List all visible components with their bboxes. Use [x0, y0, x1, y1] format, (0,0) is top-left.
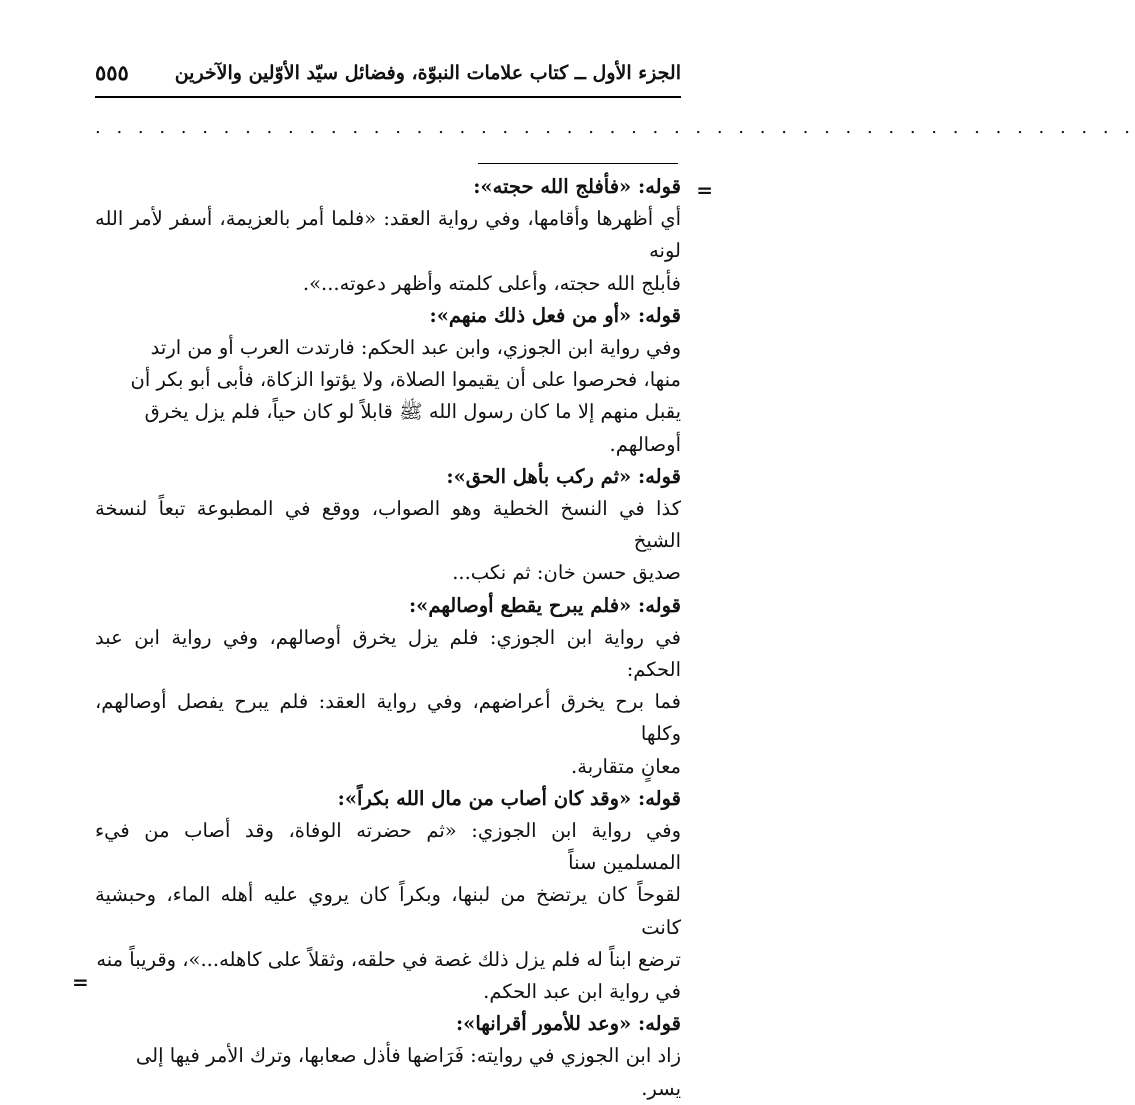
commentary-line: في رواية ابن عبد الحكم. — [483, 980, 681, 1004]
commentary-heading: قوله: «فأفلج الله حجته»: — [473, 175, 681, 198]
header-title: الجزء الأول ــ كتاب علامات النبوّة، وفضائل سيّد الأوّلين والآخرين — [174, 62, 681, 84]
commentary-line: أي أظهرها وأقامها، وفي رواية العقد: «فلما أمر بالعزيمة، أسفر لأمر الله لونه — [95, 207, 681, 263]
body-text — [95, 171, 681, 1105]
commentary-line: وفي رواية ابن الجوزي، وابن عبد الحكم: فارتدت العرب أو من ارتد — [150, 336, 681, 360]
commentary-heading: قوله: «وقد كان أصاب من مال الله بكراً»: — [337, 786, 681, 810]
continuation-mark-bottom: = — [72, 970, 89, 994]
commentary-line: فأبلج الله حجته، وأعلى كلمته وأظهر دعوته...». — [302, 271, 681, 295]
section-rule — [478, 163, 678, 164]
commentary-line: منها، فحرصوا على أن يقيموا الصلاة، ولا يؤتوا الزكاة، فأبى أبو بكر أن — [130, 368, 681, 392]
commentary-line: صديق حسن خان: ثم نكب... — [452, 561, 681, 585]
continuation-mark-top: = — [696, 178, 713, 202]
commentary-line: في رواية ابن الجوزي: فلم يزل يخرق أوصالهم، وفي رواية ابن عبد الحكم: — [95, 625, 681, 682]
commentary-heading: قوله: «أو من فعل ذلك منهم»: — [429, 303, 681, 327]
commentary-line: أوصالهم. — [609, 432, 681, 456]
ellipsis-dots: . . . . . . . . . . . . . . . . . . . . . . . . . . . . . . . . . . . . . . . . . . . . . . . . . — [95, 117, 1135, 138]
page-number: ٥٥٥ — [95, 60, 129, 85]
running-header — [95, 58, 681, 92]
commentary-line: معانٍ متقاربة. — [571, 754, 681, 778]
commentary-line: فما برح يخرق أعراضهم، وفي رواية العقد: فلم يبرح يفصل أوصالهم، وكلها — [95, 690, 681, 746]
commentary-heading: قوله: «ثم ركب بأهل الحق»: — [446, 464, 681, 488]
commentary-line: كذا في النسخ الخطية وهو الصواب، ووقع في المطبوعة تبعاً لنسخة الشيخ — [95, 497, 681, 553]
commentary-line: زاد ابن الجوزي في روايته: فَرَاضها فأذل صعابها، وترك الأمر فيها إلى — [135, 1044, 681, 1068]
commentary-line: ترضع ابناً له فلم يزل ذلك غصة في حلقه، وثقلاً على كاهله...»، وقريباً منه — [96, 947, 681, 971]
commentary-heading: قوله: «فلم يبرح يقطع أوصالهم»: — [408, 593, 681, 617]
commentary-line: لقوحاً كان يرتضخ من لبنها، وبكراً كان يروي عليه أهله الماء، وحبشية كانت — [95, 883, 681, 939]
header-rule — [95, 96, 681, 98]
commentary-line: يقبل منهم إلا ما كان رسول الله ﷺ قابلاً لو كان حياً، فلم يزل يخرق — [144, 400, 681, 424]
commentary-heading: قوله: «وعد للأمور أقرانها»: — [455, 1012, 681, 1036]
commentary-line: وفي رواية ابن الجوزي: «ثم حضرته الوفاة، وقد أصاب من فيء المسلمين سناً — [95, 819, 681, 875]
commentary-line: يسر. — [641, 1076, 681, 1100]
